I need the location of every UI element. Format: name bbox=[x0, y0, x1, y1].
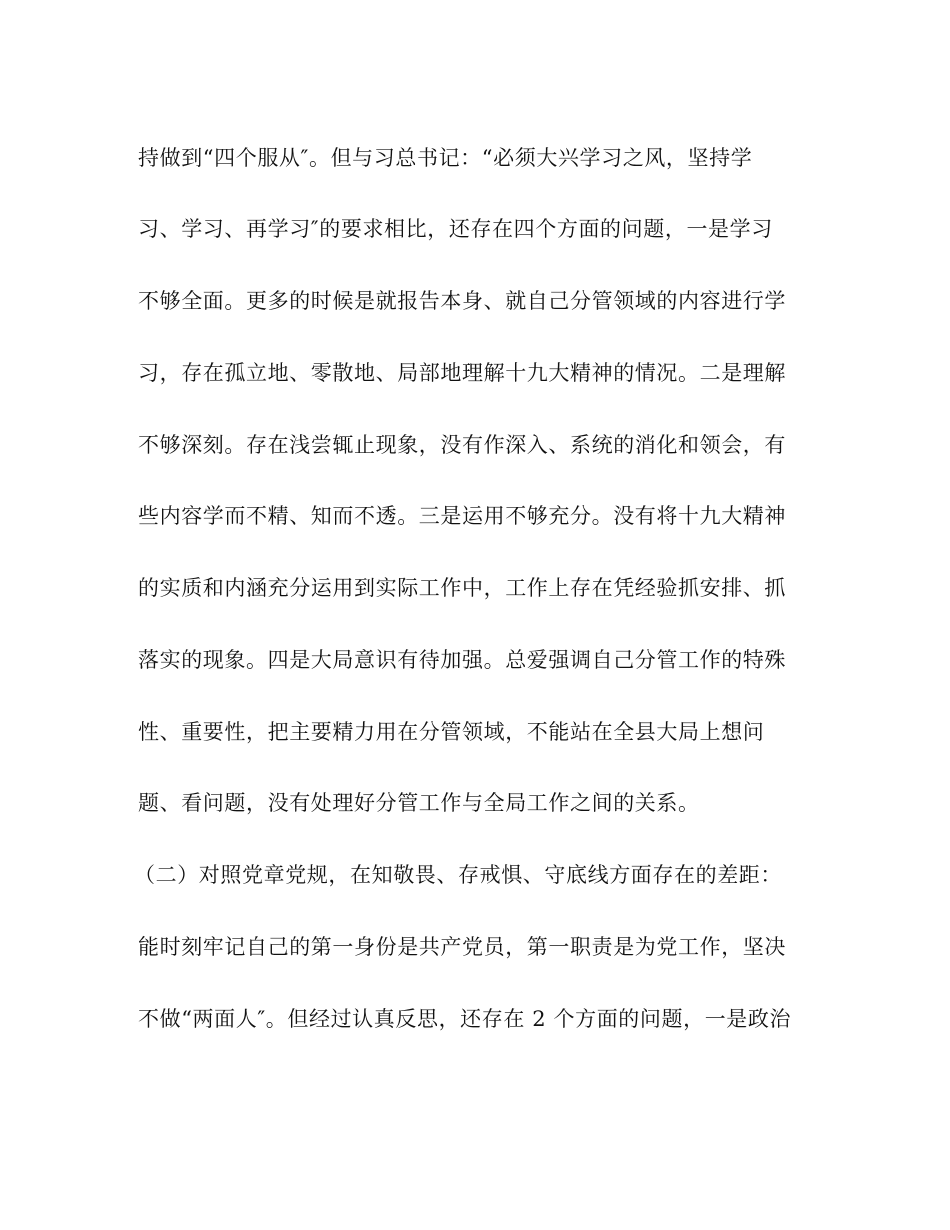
body-text-line: 的实质和内涵充分运用到实际工作中，工作上存在凭经验抓安排、抓 bbox=[138, 576, 786, 600]
body-text-line: 持做到“四个服从″。但与习总书记：“必须大兴学习之风，坚持学 bbox=[138, 146, 753, 170]
body-text-line: 落实的现象。四是大局意识有待加强。总爱强调自己分管工作的特殊 bbox=[138, 648, 786, 672]
body-text-line: 不够深刻。存在浅尝辄止现象，没有作深入、系统的消化和领会，有 bbox=[138, 433, 786, 457]
body-text-line: 能时刻牢记自己的第一身份是共产党员，第一职责是为党工作，坚决 bbox=[138, 935, 786, 959]
section-heading: （二）对照党章党规，在知敬畏、存戒惧、守底线方面存在的差距： bbox=[134, 863, 782, 887]
body-text-line: 不做“两面人″。但经过认真反思，还存在 2 个方面的问题，一是政治 bbox=[138, 1007, 792, 1031]
body-text-line: 习，存在孤立地、零散地、局部地理解十九大精神的情况。二是理解 bbox=[138, 361, 786, 385]
body-text-line: 些内容学而不精、知而不透。三是运用不够充分。没有将十九大精神 bbox=[138, 504, 786, 528]
body-text-line: 习、学习、再学习″的要求相比，还存在四个方面的问题，一是学习 bbox=[138, 217, 773, 241]
body-text-line: 性、重要性，把主要精力用在分管领域，不能站在全县大局上想问 bbox=[138, 720, 765, 744]
body-text-line: 不够全面。更多的时候是就报告本身、就自己分管领域的内容进行学 bbox=[138, 289, 786, 313]
body-text-line: 题、看问题，没有处理好分管工作与全局工作之间的关系。 bbox=[138, 791, 700, 815]
